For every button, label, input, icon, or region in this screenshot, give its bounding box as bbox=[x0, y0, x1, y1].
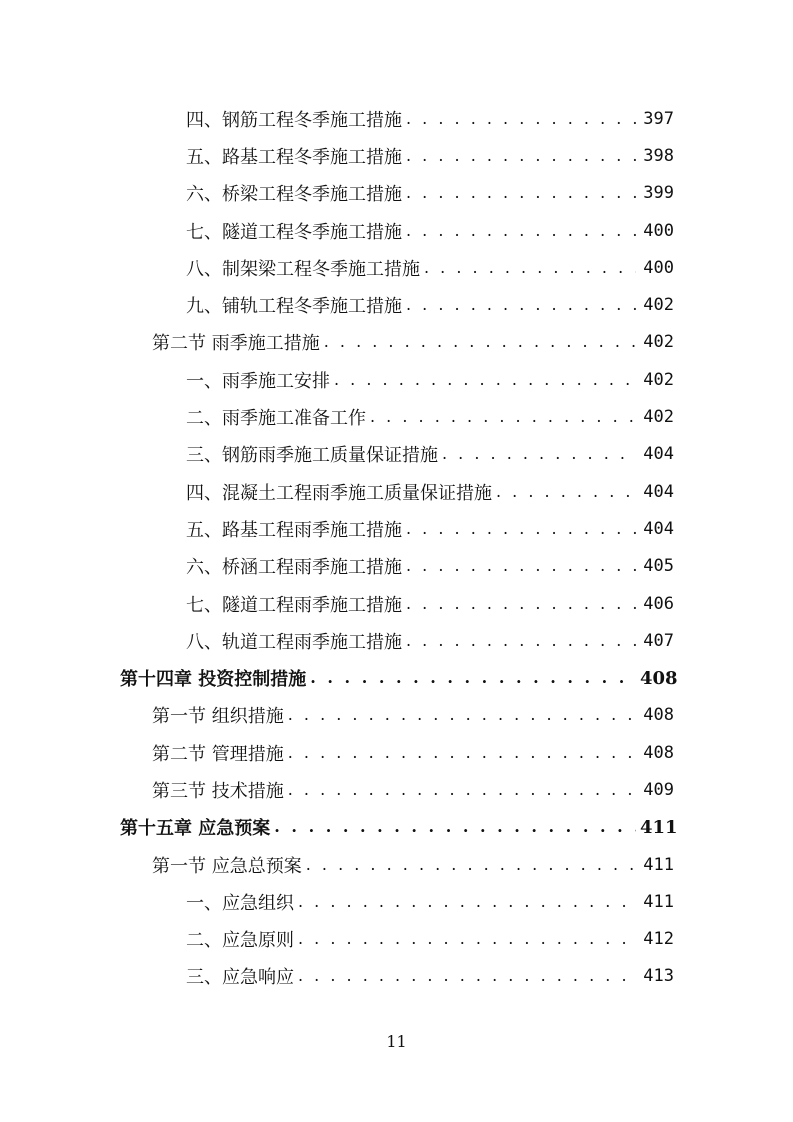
toc-dot-leader bbox=[288, 707, 636, 723]
toc-dot-leader bbox=[334, 372, 636, 388]
toc-dot-leader bbox=[406, 596, 636, 612]
toc-entry-page-number: 404 bbox=[643, 481, 674, 502]
toc-dot-leader bbox=[424, 260, 636, 276]
toc-dot-leader bbox=[288, 745, 636, 761]
toc-entry-title: 四、混凝土工程雨季施工质量保证措施 bbox=[186, 482, 492, 504]
toc-item-entry[interactable] bbox=[0, 398, 793, 435]
toc-entry-page-number: 397 bbox=[643, 108, 674, 129]
toc-entry-page-number: 406 bbox=[643, 593, 674, 614]
toc-entry-title: 二、应急原则 bbox=[186, 930, 294, 952]
toc-section-entry[interactable] bbox=[0, 734, 793, 771]
toc-entry-title: 五、路基工程雨季施工措施 bbox=[186, 519, 402, 541]
toc-item-entry[interactable] bbox=[0, 958, 793, 995]
toc-entry-page-number: 404 bbox=[643, 444, 674, 465]
toc-dot-leader bbox=[298, 894, 636, 910]
toc-dot-leader bbox=[442, 446, 636, 462]
toc-dot-leader bbox=[406, 185, 636, 201]
toc-entry-title: 一、应急组织 bbox=[186, 892, 294, 914]
toc-dot-leader bbox=[406, 223, 636, 239]
toc-entry-page-number: 399 bbox=[643, 183, 674, 204]
toc-dot-leader bbox=[288, 782, 636, 798]
toc-entry-title: 三、钢筋雨季施工质量保证措施 bbox=[186, 445, 438, 467]
toc-entry-page-number: 402 bbox=[643, 369, 674, 390]
toc-dot-leader bbox=[306, 857, 636, 873]
toc-entry-title: 八、轨道工程雨季施工措施 bbox=[186, 631, 402, 653]
toc-entry-page-number: 411 bbox=[643, 854, 674, 875]
toc-entry-title: 第一节 应急总预案 bbox=[152, 855, 302, 877]
toc-entry-page-number: 402 bbox=[643, 332, 674, 353]
toc-dot-leader bbox=[324, 334, 636, 350]
toc-entry-title: 九、铺轨工程冬季施工措施 bbox=[186, 296, 402, 318]
toc-item-entry[interactable] bbox=[0, 548, 793, 585]
toc-entry-title: 二、雨季施工准备工作 bbox=[186, 408, 366, 430]
toc-item-entry[interactable] bbox=[0, 921, 793, 958]
toc-dot-leader bbox=[274, 819, 636, 835]
toc-entry-page-number: 412 bbox=[643, 929, 674, 950]
toc-dot-leader bbox=[298, 931, 636, 947]
toc-dot-leader bbox=[406, 148, 636, 164]
toc-section-entry[interactable] bbox=[0, 324, 793, 361]
toc-section-entry[interactable] bbox=[0, 846, 793, 883]
toc-entry-page-number: 411 bbox=[643, 891, 674, 912]
toc-item-entry[interactable] bbox=[0, 175, 793, 212]
table-of-contents bbox=[0, 100, 793, 995]
toc-item-entry[interactable] bbox=[0, 436, 793, 473]
toc-entry-page-number: 408 bbox=[640, 667, 678, 689]
toc-entry-page-number: 400 bbox=[643, 257, 674, 278]
toc-entry-page-number: 405 bbox=[643, 556, 674, 577]
toc-entry-title: 七、隧道工程冬季施工措施 bbox=[186, 221, 402, 243]
toc-section-entry[interactable] bbox=[0, 771, 793, 808]
toc-entry-title: 五、路基工程冬季施工措施 bbox=[186, 146, 402, 168]
toc-item-entry[interactable] bbox=[0, 473, 793, 510]
toc-entry-title: 第二节 雨季施工措施 bbox=[152, 333, 320, 355]
toc-item-entry[interactable] bbox=[0, 137, 793, 174]
toc-entry-title: 第三节 技术措施 bbox=[152, 780, 284, 802]
toc-entry-page-number: 407 bbox=[643, 630, 674, 651]
toc-item-entry[interactable] bbox=[0, 100, 793, 137]
toc-item-entry[interactable] bbox=[0, 883, 793, 920]
toc-dot-leader bbox=[406, 633, 636, 649]
toc-entry-page-number: 409 bbox=[643, 779, 674, 800]
toc-dot-leader bbox=[406, 521, 636, 537]
toc-item-entry[interactable] bbox=[0, 622, 793, 659]
toc-entry-page-number: 402 bbox=[643, 295, 674, 316]
toc-chapter-entry[interactable] bbox=[0, 809, 793, 846]
toc-entry-page-number: 411 bbox=[640, 816, 678, 838]
toc-item-entry[interactable] bbox=[0, 585, 793, 622]
toc-item-entry[interactable] bbox=[0, 361, 793, 398]
toc-entry-page-number: 413 bbox=[643, 966, 674, 987]
toc-entry-title: 第十五章 应急预案 bbox=[120, 818, 271, 840]
toc-entry-page-number: 404 bbox=[643, 518, 674, 539]
toc-dot-leader bbox=[496, 484, 636, 500]
toc-entry-title: 第一节 组织措施 bbox=[152, 706, 284, 728]
toc-dot-leader bbox=[298, 968, 636, 984]
toc-item-entry[interactable] bbox=[0, 212, 793, 249]
toc-entry-title: 八、制架梁工程冬季施工措施 bbox=[186, 258, 420, 280]
toc-dot-leader bbox=[406, 297, 636, 313]
toc-dot-leader bbox=[406, 558, 636, 574]
toc-section-entry[interactable] bbox=[0, 697, 793, 734]
toc-entry-page-number: 400 bbox=[643, 220, 674, 241]
toc-entry-page-number: 408 bbox=[643, 705, 674, 726]
toc-dot-leader bbox=[310, 670, 636, 686]
toc-entry-title: 七、隧道工程雨季施工措施 bbox=[186, 594, 402, 616]
toc-dot-leader bbox=[370, 409, 636, 425]
toc-item-entry[interactable] bbox=[0, 286, 793, 323]
toc-entry-title: 第二节 管理措施 bbox=[152, 743, 284, 765]
toc-dot-leader bbox=[406, 111, 636, 127]
toc-chapter-entry[interactable] bbox=[0, 659, 793, 696]
toc-entry-title: 一、雨季施工安排 bbox=[186, 370, 330, 392]
toc-entry-title: 六、桥梁工程冬季施工措施 bbox=[186, 184, 402, 206]
toc-entry-title: 三、应急响应 bbox=[186, 967, 294, 989]
toc-entry-title: 第十四章 投资控制措施 bbox=[120, 669, 307, 691]
toc-item-entry[interactable] bbox=[0, 510, 793, 547]
toc-entry-page-number: 408 bbox=[643, 742, 674, 763]
page-number: 11 bbox=[386, 1032, 407, 1051]
toc-entry-page-number: 402 bbox=[643, 407, 674, 428]
toc-entry-title: 四、钢筋工程冬季施工措施 bbox=[186, 109, 402, 131]
toc-entry-page-number: 398 bbox=[643, 145, 674, 166]
toc-entry-title: 六、桥涵工程雨季施工措施 bbox=[186, 557, 402, 579]
toc-item-entry[interactable] bbox=[0, 249, 793, 286]
